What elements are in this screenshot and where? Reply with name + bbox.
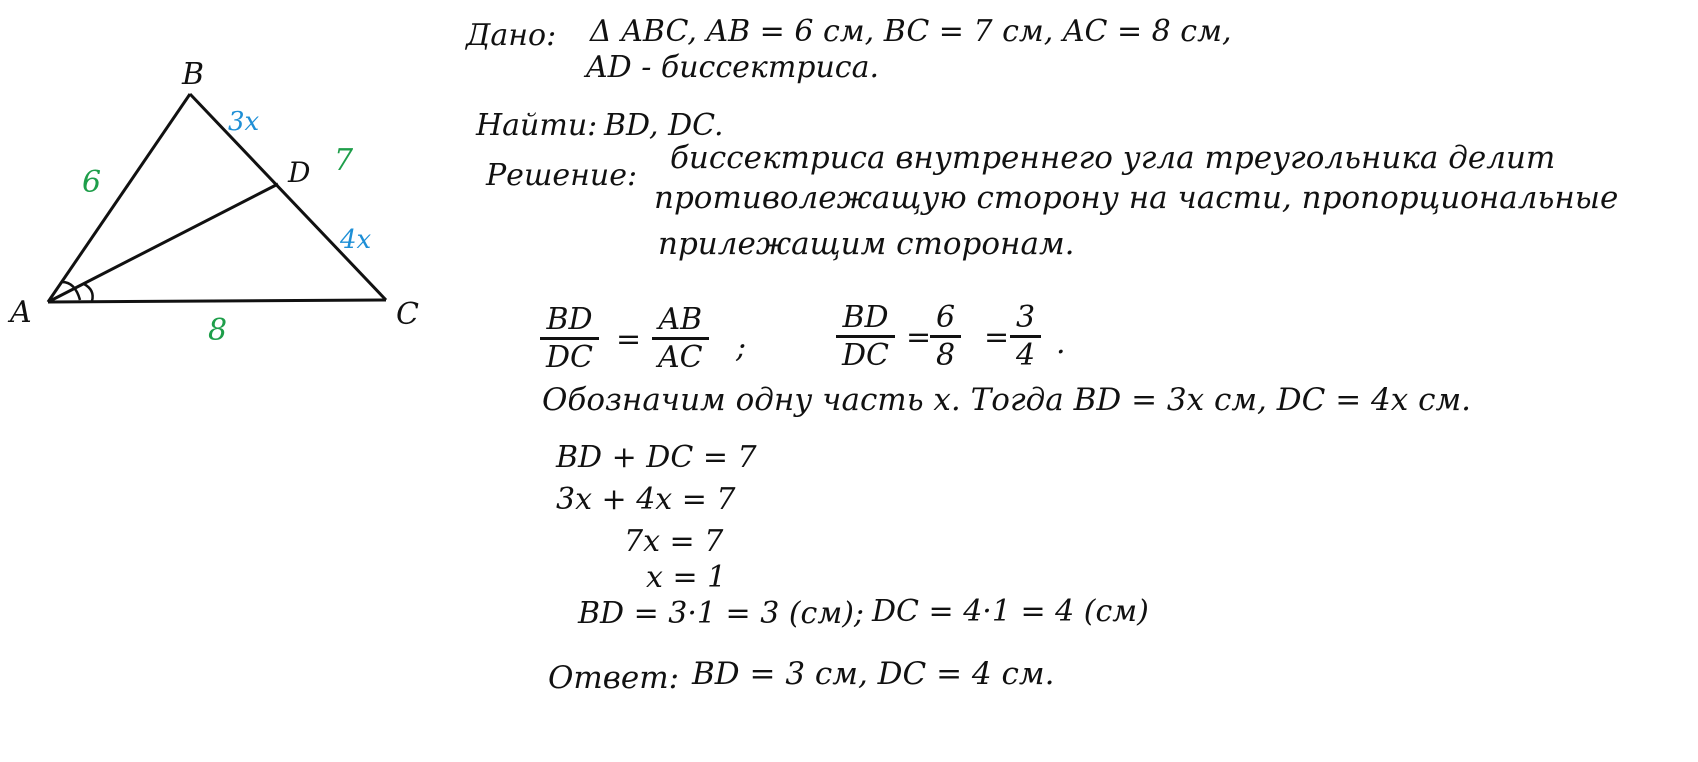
equation-line-5b: DC = 4·1 = 4 (см)	[872, 594, 1149, 629]
fraction-ab-ac	[652, 302, 709, 375]
fraction-numerator: 3	[1016, 300, 1036, 335]
equals-sign: =	[984, 320, 1010, 355]
find-label: Найти:	[476, 108, 598, 143]
part-definition-line: Обозначим одну часть x. Тогда BD = 3x см, DC = 4x см.	[542, 382, 1472, 418]
side-ac-line	[48, 300, 386, 302]
fraction-denominator: DC	[836, 335, 895, 373]
fraction-denominator: 4	[1010, 335, 1041, 373]
fraction-numerator: AB	[658, 302, 703, 337]
solution-label: Решение:	[486, 158, 638, 193]
fraction-6-8	[930, 300, 961, 373]
separator: ;	[736, 330, 747, 365]
fraction-numerator: BD	[842, 300, 889, 335]
fraction-3-4	[1010, 300, 1041, 373]
theorem-line-1: биссектриса внутреннего угла треугольника делит	[670, 140, 1556, 176]
equation-line-4: x = 1	[646, 560, 727, 595]
theorem-line-3: прилежащим сторонам.	[658, 226, 1075, 262]
theorem-line-2: противолежащую сторону на части, пропорциональные	[654, 180, 1619, 216]
answer-value: BD = 3 см, DC = 4 см.	[692, 656, 1055, 692]
side-ac-length: 8	[208, 313, 228, 348]
side-bc-line	[190, 94, 386, 300]
given-line-1: Δ ABC, AB = 6 см, BC = 7 см, AC = 8 см,	[590, 14, 1232, 49]
triangle-figure	[0, 0, 460, 360]
fraction-bd-dc	[540, 302, 599, 375]
find-value: BD, DC.	[604, 108, 724, 143]
given-label: Дано:	[466, 18, 557, 53]
side-ab-length: 6	[82, 165, 102, 200]
vertex-c-label: C	[396, 297, 419, 332]
period: .	[1056, 326, 1066, 361]
side-ab-line	[48, 94, 190, 302]
fraction-denominator: AC	[652, 337, 709, 375]
fraction-bd-dc-2	[836, 300, 895, 373]
equals-sign: =	[616, 322, 642, 357]
side-bc-length: 7	[334, 143, 354, 178]
fraction-denominator: 8	[930, 335, 961, 373]
equation-line-1: BD + DC = 7	[556, 440, 757, 475]
vertex-b-label: B	[182, 57, 205, 92]
equation-line-2: 3x + 4x = 7	[556, 482, 736, 517]
bisector-ad-line	[48, 184, 278, 302]
angle-arc-inner	[84, 284, 93, 301]
segment-bd-label: 3x	[228, 107, 260, 137]
given-line-2: AD - биссектриса.	[586, 50, 880, 85]
fraction-numerator: BD	[546, 302, 593, 337]
fraction-numerator: 6	[936, 300, 956, 335]
equation-line-5a: BD = 3·1 = 3 (см);	[578, 596, 865, 631]
segment-dc-label: 4x	[340, 225, 372, 255]
fraction-denominator: DC	[540, 337, 599, 375]
vertex-a-label: A	[10, 295, 32, 330]
answer-label: Ответ:	[548, 660, 680, 696]
equation-line-3: 7x = 7	[624, 524, 724, 559]
equals-sign: =	[906, 320, 932, 355]
vertex-d-label: D	[288, 156, 311, 189]
